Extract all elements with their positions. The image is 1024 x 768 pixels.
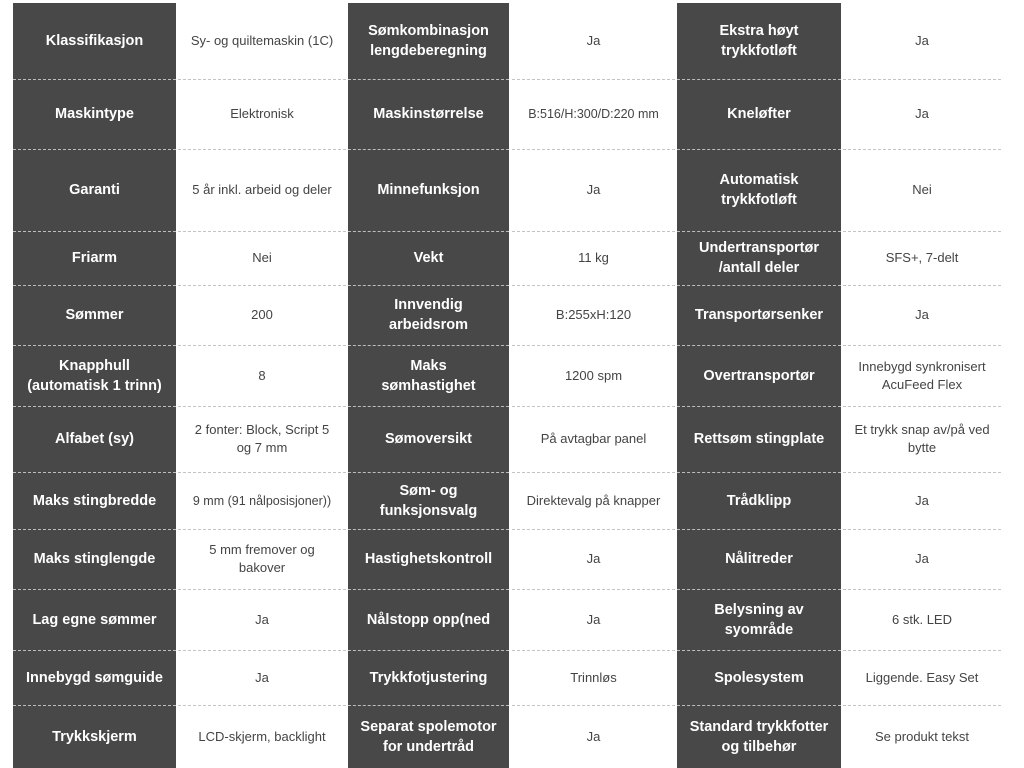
spec-label: Sømmer <box>65 307 124 323</box>
spec-label: Friarm <box>71 250 118 266</box>
spec-value: Nei <box>252 250 272 265</box>
spec-label: Spolesystem <box>714 669 804 686</box>
spec-label: Ekstra høyt trykkfotløft <box>719 23 799 59</box>
spec-label: Lag egne sømmer <box>32 611 157 628</box>
spec-value: Ja <box>915 492 929 508</box>
spec-label: Maks sømhastighet <box>381 357 476 394</box>
spec-label: Transportørsenker <box>694 307 824 323</box>
spec-label: Overtransportør <box>703 367 815 384</box>
spec-label: Trådklipp <box>726 492 792 509</box>
spec-value: Direktevalg på knapper <box>526 492 661 508</box>
spec-label: Alfabet (sy) <box>55 431 134 447</box>
value-column-3 <box>843 3 1001 768</box>
spec-label: Maks stingbredde <box>32 492 157 509</box>
value-column-1 <box>178 3 346 768</box>
spec-value: 5 mm fremover og bakover <box>209 542 315 575</box>
spec-label: Nålitreder <box>725 551 793 567</box>
spec-label: Rettsøm stingplate <box>693 431 825 447</box>
spec-value: 1200 spm <box>564 367 623 383</box>
spec-value: Sy- og quiltemaskin (1C) <box>190 33 334 48</box>
spec-value: B:255xH:120 <box>555 307 632 322</box>
label-column-1 <box>13 3 176 768</box>
spec-value: 2 fonter: Block, Script 5 og 7 mm <box>194 422 330 455</box>
spec-value: Et trykk snap av/på ved bytte <box>854 422 990 455</box>
spec-value: Ja <box>915 551 929 566</box>
spec-label: Klassifikasjon <box>45 33 144 49</box>
spec-label: Trykkfotjustering <box>369 669 488 686</box>
spec-value: 6 stk. LED <box>892 611 952 627</box>
spec-label: Garanti <box>69 182 120 198</box>
spec-value: 11 kg <box>578 250 609 265</box>
spec-value: Ja <box>586 728 601 744</box>
spec-label: Minnefunksjon <box>377 182 480 198</box>
spec-value: Liggende. Easy Set <box>865 669 979 685</box>
spec-value: 5 år inkl. arbeid og deler <box>192 182 332 197</box>
value-column-2 <box>512 3 675 768</box>
spec-value: Ja <box>255 611 269 627</box>
spec-value: Nei <box>912 182 932 197</box>
spec-label: Innebygd sømguide <box>26 669 163 686</box>
spec-value: Elektronisk <box>230 106 294 121</box>
spec-label: Maks stinglengde <box>33 551 156 567</box>
spec-value: 8 <box>258 367 266 383</box>
spec-label: Undertransportør /antall deler <box>698 240 820 276</box>
spec-label: Kneløfter <box>727 106 791 122</box>
spec-label: Trykkskjerm <box>52 728 137 745</box>
spec-label: Sømkombinasjon lengdeberegning <box>368 23 489 59</box>
spec-value: SFS+, 7-delt <box>885 250 959 265</box>
spec-value: Ja <box>586 182 601 197</box>
spec-value: Ja <box>915 307 929 322</box>
spec-value: 200 <box>251 307 273 322</box>
spec-label: Separat spolemotor for undertråd <box>360 718 497 755</box>
spec-value: LCD-skjerm, backlight <box>198 728 326 744</box>
label-column-2 <box>348 3 509 768</box>
spec-label: Knapphull (automatisk 1 trinn) <box>27 357 162 394</box>
spec-value: Ja <box>255 669 269 685</box>
spec-value: På avtagbar panel <box>540 431 647 446</box>
spec-value: Ja <box>586 33 601 48</box>
spec-label: Maskinstørrelse <box>373 106 484 122</box>
spec-label: Standard trykkfotter og tilbehør <box>689 718 829 755</box>
spec-label: Automatisk trykkfotløft <box>719 172 799 208</box>
spec-value: Ja <box>915 106 929 121</box>
spec-label: Belysning av syområde <box>714 601 804 638</box>
spec-value: B:516/H:300/D:220 mm <box>528 107 659 121</box>
spec-label: Hastighetskontroll <box>364 551 493 567</box>
spec-value: Ja <box>586 551 601 566</box>
spec-label: Maskintype <box>55 106 134 122</box>
spec-label: Sømoversikt <box>384 431 473 447</box>
spec-value: 9 mm (91 nålposisjoner)) <box>192 493 332 508</box>
spec-value: Ja <box>586 611 601 627</box>
spec-label: Søm- og funksjonsvalg <box>379 482 478 519</box>
spec-value: Se produkt tekst <box>875 728 969 744</box>
spec-label: Innvendig arbeidsrom <box>389 297 468 333</box>
label-column-3 <box>677 3 841 768</box>
spec-value: Innebygd synkronisert AcuFeed Flex <box>858 358 986 392</box>
spec-label: Vekt <box>413 250 444 266</box>
spec-label: Nålstopp opp(ned <box>366 611 491 628</box>
spec-value: Trinnløs <box>570 669 617 685</box>
spec-value: Ja <box>915 33 929 48</box>
